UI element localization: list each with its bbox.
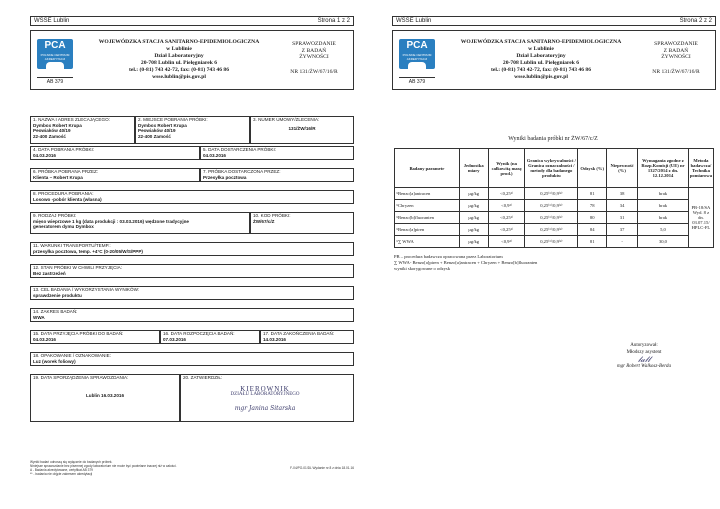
field-value: 07.03.2016 [163,336,186,342]
cell-requirement: brak [638,200,689,212]
approval-stamp [210,386,320,412]
report-header [30,30,354,90]
logo-badge: BADANIA [410,70,424,74]
results-notes [394,254,537,272]
field-acceptance-date [30,330,160,344]
results-title: Wyniki badania próbki nr ŻW/67/c/Z [508,136,598,142]
note: ∑ WWA- Benzo[a]piren + Benzo[a]antracen + Chryzen + Benzo[b]fluoranten [394,260,538,265]
field-value: mięso wieprzowe 1 kg (data produkcji : 03.03.2016) wędzone tradycyjne [33,218,189,224]
signature: mgr Janina Sitarska [234,405,296,412]
field-end-date [260,330,354,344]
field-sampled-by [30,168,200,182]
auth-role: Młodszy asystent [626,350,662,355]
field-value: Peowiaków 40/19 [33,128,71,134]
field-label: 17. DATA ZAKOŃCZENIA BADAŃ: [263,331,335,336]
accreditation-icon [408,62,426,70]
report-header [392,30,716,90]
report-title-l2: Z BADAŃ [663,47,689,54]
field-label: 8. PROCEDURA POBRANIA: [33,191,94,196]
field-value: Lublin 16.03.2016 [85,392,125,398]
cell-unit: µg/kg [459,212,488,224]
field-purpose [30,286,354,300]
field-delivery-date [200,146,354,160]
table-header-row [395,149,714,188]
col-parameter: Badany parametr [395,149,460,188]
field-value: 22-400 Zamość [33,133,66,139]
report-title [279,41,349,75]
org-city: w Lublinie [166,46,192,52]
field-label: 16. DATA ROZPOCZĘCIA BADAŃ: [163,331,235,336]
table-row [395,236,714,248]
org-short: WSSE Lublin [34,18,70,24]
footnote: Wyniki badań odnoszą się wyłącznie do badanych próbek. [30,460,113,464]
field-value: generatorem dymu Dymbox [33,224,94,230]
org-department: Dział Laboratoryjny [516,53,566,59]
auth-label: Autoryzował: [630,343,658,348]
page-topbar [30,16,354,26]
org-address: 20-708 Lublin ul. Pielęgniarek 6 [502,60,580,66]
cell-uncertainty: - [607,236,638,248]
organization-block [89,39,269,81]
cell-result: <0,25¹⁾ [488,212,525,224]
cell-requirement: brak [638,188,689,200]
footnote: Niniejsze sprawozdanie bez pisemnej zgody laboratorium nie może być powielane inaczej niż w całości. [30,464,177,468]
footnote: A - Badania akredytowane, certyfikat AB 379 [30,468,93,472]
field-scope [30,308,354,322]
field-label: 18. OPAKOWANIE / OZNAKOWANIE: [33,353,111,358]
cell-result: <0,25¹⁾ [488,224,525,236]
cell-uncertainty: 31 [607,212,638,224]
col-recovery: Odzysk (%) [578,149,607,188]
table-row [395,224,714,236]
org-email: wsse.lublin@pis.gov.pl [514,74,568,80]
results-table [394,148,714,248]
report-page-1 [20,12,362,490]
org-email: wsse.lublin@pis.gov.pl [152,74,206,80]
field-label: 11. WARUNKI TRANSPORTU/TEMP.: [33,243,111,248]
field-report-date [30,374,180,422]
table-row [395,212,714,224]
field-label: 5. DATA DOSTARCZENIA PRÓBKI: [203,147,277,152]
cell-recovery: 84 [578,224,607,236]
field-label: 13. CEL BADANIA / WYKORZYSTANIA WYNIKÓW: [33,287,140,292]
col-result: Wynik (na całkowitą masę prod.) [488,149,525,188]
org-department: Dział Laboratoryjny [154,53,204,59]
org-city: w Lublinie [528,46,554,52]
cell-uncertainty: 37 [607,224,638,236]
cell-lod: 0,25⁽¹⁾/0,9⁽²⁾ [525,212,578,224]
cell-parameter: ᴬBenzo[b]fluoranten [395,212,460,224]
cell-result: <0,9²⁾ [488,236,525,248]
field-value: Luz (worek foliowy) [33,358,76,364]
field-value: Losowo -pobór klienta (własna) [33,196,102,202]
logo-subtitle: POLSKIE CENTRUM AKREDYTACJI [40,53,70,61]
cell-uncertainty: 34 [607,200,638,212]
logo-text: PCA [406,40,428,51]
col-requirements: Wymagania zgodne z Rozp.Komisji (UE) nr 1327/2014 z dn. 12.12.2014 [638,149,689,188]
field-value: Klienta – Robert Krupa [33,174,83,180]
field-value: 14.03.2016 [263,336,286,342]
cell-parameter: ᴬBenzo[a]piren [395,224,460,236]
logo-badge: BADANIA [48,70,62,74]
field-label: 6. PRÓBKA POBRANA PRZEZ: [33,169,99,174]
cell-method: PB-18/SA Wyd. 8 z dn. 03.07.15/ HPLC-FL [688,188,713,248]
cell-uncertainty: 38 [607,188,638,200]
field-label: 19. DATA SPORZĄDZENIA SPRAWOZDANIA: [33,375,129,380]
report-title [641,41,711,75]
authorization-block [594,342,694,370]
field-value: Przesyłka pocztowa [203,174,247,180]
field-label: 1. NAZWA I ADRES ZLECAJĄCEGO: [33,117,110,122]
stamp-title: KIEROWNIK [240,385,290,393]
field-label: 9. RODZAJ PRÓBKI: [33,213,77,218]
cell-recovery: 81 [578,236,607,248]
field-value: ŻW/67/c/Z [253,218,275,224]
field-value: 04.03.2016 [203,152,226,158]
org-phone: tel.: (0-81) 743 42-72, fax: (0-81) 743 46 86 [128,67,230,73]
field-sampling-date [30,146,200,160]
table-row [395,200,714,212]
stamp-department: DZIAŁU LABORATORYJNEGO [230,392,300,397]
field-value: 131/ŻW/16/R [288,125,316,131]
field-value: przesyłka pocztowa, temp. +4°C (0-20/05/W/S/PPP) [33,248,143,254]
field-value: Dymbox Robert Krupa [33,122,82,128]
field-value: Bez zastrzeżeń [33,270,66,276]
report-footnotes [30,460,280,476]
cell-parameter: ᴬChryzen [395,200,460,212]
cell-parameter: ᴬBenzo[a]antracen [395,188,460,200]
cell-recovery: 78 [578,200,607,212]
field-sample-condition [30,264,354,278]
field-transport [30,242,354,256]
cell-parameter: ᴬ∑ WWA [395,236,460,248]
field-value: 04.03.2016 [33,152,56,158]
field-label: 7. PRÓBKA DOSTARCZONA PRZEZ: [203,169,281,174]
cell-unit: µg/kg [459,200,488,212]
cell-requirement: brak [638,212,689,224]
field-procedure [30,190,354,204]
field-value: sprawdzenie produktu [33,292,82,298]
cell-result: <0,25¹⁾ [488,188,525,200]
page-number: Strona 2 z 2 [679,18,712,24]
org-name: WOJEWÓDZKA STACJA SANITARNO-EPIDEMIOLOGICZNA [460,39,622,45]
org-phone: tel.: (0-81) 743 42-72, fax: (0-81) 743 46 86 [490,67,592,73]
report-number: NR 131/ŻW/67/16/R [652,68,700,75]
col-method: Metoda badawcza/ Technika pomiarowa [688,149,713,188]
accreditation-icon [46,62,64,70]
field-sample-type [30,212,250,234]
field-value: 22-400 Zamość [138,133,171,139]
cell-requirement: 30,0 [638,236,689,248]
accreditation-number: AB 379 [37,77,73,85]
logo-text: PCA [44,40,66,51]
accreditation-number: AB 379 [399,77,435,85]
report-title-l1: SPRAWOZDANIE [292,41,336,47]
field-value: 04.03.2016 [33,336,56,342]
cell-unit: µg/kg [459,224,488,236]
org-short: WSSE Lublin [396,18,432,24]
pca-logo [37,39,73,74]
field-client [30,116,135,144]
footnote: ** - badania nie objęte zakresem akredytacji [30,472,93,476]
auth-name: mgr Robert Walkosz-Berda [616,364,672,369]
field-sampling-place [135,116,250,144]
cell-requirement: 5,0 [638,224,689,236]
report-page-2 [382,12,720,490]
field-label: 2. MIEJSCE POBRANIA PRÓBKI: [138,117,208,122]
report-number: NR 131/ŻW/67/16/R [290,68,338,75]
field-value: Dymbox Robert Krupa [138,122,187,128]
field-label: 4. DATA POBRANIA PRÓBKI: [33,147,95,152]
field-delivered-by [200,168,354,182]
report-title-l2: Z BADAŃ [301,47,327,54]
signature: 𝓁𝒶𝓁𝓁 [637,355,651,364]
field-order-number [250,116,354,144]
form-code: F-04/PO-01/DL Wydanie nr 8 z dnia 18.01.16 [290,466,354,470]
field-value: WWA [33,314,45,320]
cell-unit: µg/kg [459,236,488,248]
col-uncertainty: Niepewność (%) [607,149,638,188]
field-label: 15. DATA PRZYJĘCIA PRÓBKI DO BADAŃ: [33,331,124,336]
cell-result: <0,9²⁾ [488,200,525,212]
cell-lod: 0,25⁽¹⁾/0,9⁽²⁾ [525,236,578,248]
page-number: Strona 1 z 2 [317,18,350,24]
cell-lod: 0,25⁽¹⁾/0,9⁽²⁾ [525,188,578,200]
cell-recovery: 81 [578,188,607,200]
page-topbar [392,16,716,26]
report-title-l3: ŻYWNOŚCI [299,54,329,60]
field-label: 20. ZATWIERDZIŁ: [183,375,223,380]
note: wyniki skorygowane o odzysk [394,266,451,271]
field-label: 10. KOD PRÓBKI: [253,213,291,218]
field-label: 12. STAN PRÓBKI W CHWILI PRZYJĘCIA: [33,265,122,270]
pca-logo [399,39,435,74]
organization-block [451,39,631,81]
cell-recovery: 80 [578,212,607,224]
field-label: 14. ZAKRES BADAŃ: [33,309,78,314]
field-label: 3. NUMER UMOWY/ZLECENIA: [253,117,320,122]
table-row [395,188,714,200]
note: PB – procedura badawcza opracowana przez Laboratorium [394,254,503,259]
col-unit: Jednostka miary [459,149,488,188]
logo-subtitle: POLSKIE CENTRUM AKREDYTACJI [402,53,432,61]
cell-lod: 0,25⁽¹⁾/0,9⁽²⁾ [525,200,578,212]
cell-unit: µg/kg [459,188,488,200]
cell-lod: 0,25⁽¹⁾/0,9⁽²⁾ [525,224,578,236]
field-sample-code [250,212,354,234]
col-detection-limit: Granica wykrywalności / Granica oznaczalności / metody dla badanego produktu [525,149,578,188]
org-address: 20-708 Lublin ul. Pielęgniarek 6 [140,60,218,66]
field-start-date [160,330,260,344]
field-value: Peowiaków 40/19 [138,128,176,134]
org-name: WOJEWÓDZKA STACJA SANITARNO-EPIDEMIOLOGICZNA [98,39,260,45]
report-title-l1: SPRAWOZDANIE [654,41,698,47]
report-title-l3: ŻYWNOŚCI [661,54,691,60]
field-packaging [30,352,354,366]
